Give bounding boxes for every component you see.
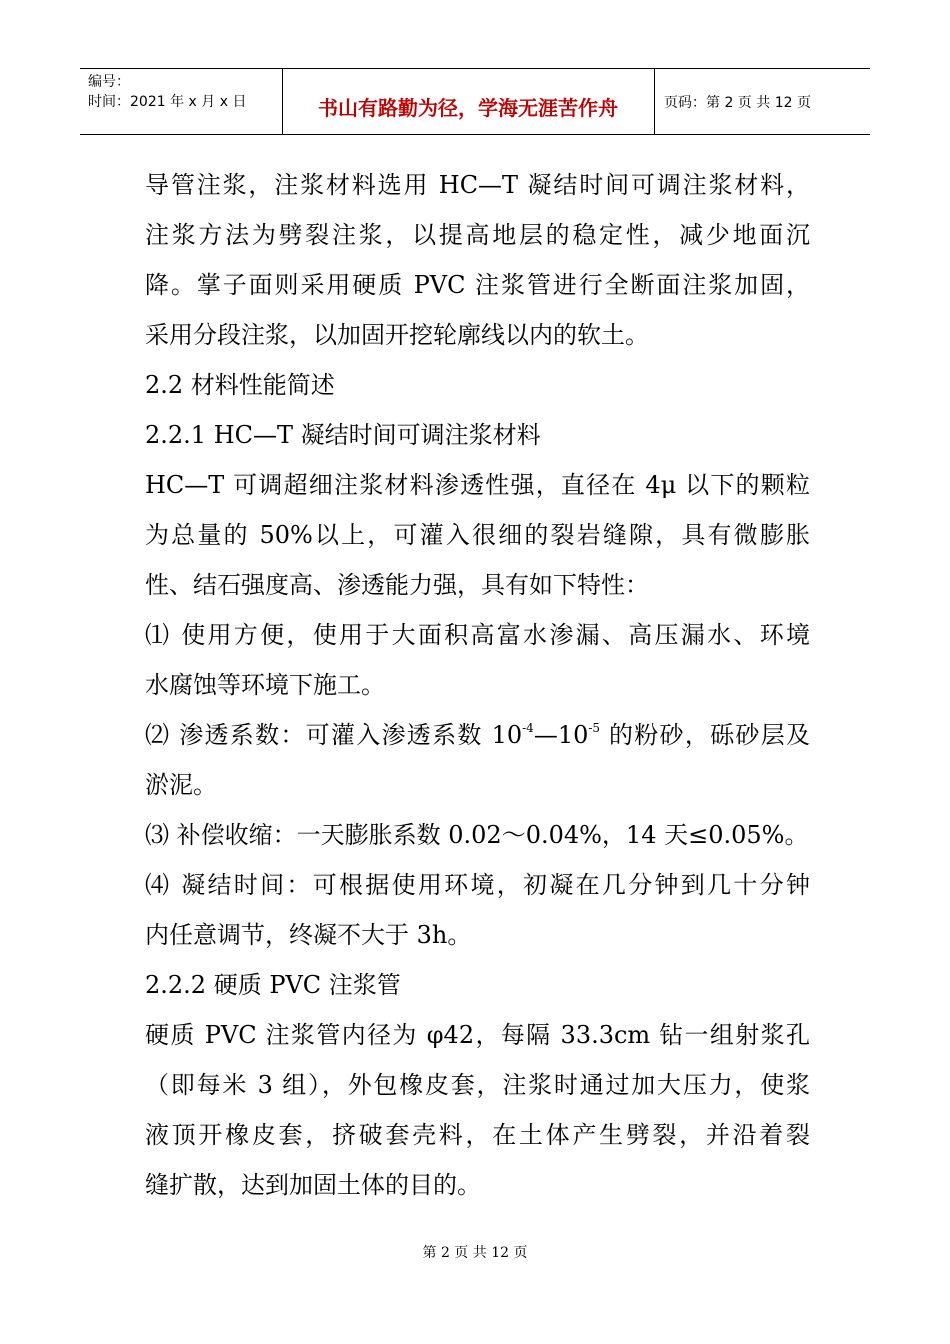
text-line: 导管注浆，注浆材料选用 HC—T 凝结时间可调注浆材料，	[145, 171, 810, 199]
text-line: ⑷ 凝结时间：可根据使用环境，初凝在几分钟到几十分钟	[145, 871, 810, 899]
text-line: 水腐蚀等环境下施工。	[145, 671, 385, 699]
text-line: ⑴ 使用方便，使用于大面积高富水渗漏、高压漏水、环境	[145, 621, 810, 649]
text-line	[145, 710, 810, 760]
time-label: 时间：2021 年 x 月 x 日	[88, 94, 247, 110]
text-line: 2.2.2 硬质 PVC 注浆管	[145, 971, 401, 999]
header-meta	[88, 72, 246, 112]
permeability-prefix: ⑵ 渗透系数：可灌入渗透系数 10	[145, 721, 523, 749]
text-line: 缝扩散，达到加固土体的目的。	[145, 1171, 481, 1199]
header-divider	[654, 68, 655, 135]
text-line: 2.2 材料性能简述	[145, 371, 335, 399]
number-label: 编号：	[88, 74, 130, 90]
text-line: 采用分段注浆，以加固开挖轮廓线以内的软土。	[145, 321, 649, 349]
text-line: ⑶ 补偿收缩：一天膨胀系数 0.02～0.04%，14 天≤0.05%。	[145, 821, 809, 849]
page-footer: 第 2 页 共 12 页	[422, 1245, 528, 1261]
header-motto: 书山有路勤为径，学海无涯苦作舟	[318, 96, 618, 120]
header-top-rule	[80, 68, 870, 69]
text-line: 液顶开橡皮套，挤破套壳料，在土体产生劈裂，并沿着裂	[145, 1121, 810, 1149]
text-line: 淤泥。	[145, 771, 217, 799]
document-header	[80, 68, 870, 136]
text-line: 注浆方法为劈裂注浆，以提高地层的稳定性，减少地面沉	[145, 221, 810, 249]
text-line: 硬质 PVC 注浆管内径为 φ42，每隔 33.3cm 钻一组射浆孔	[145, 1021, 810, 1049]
text-line: 内任意调节，终凝不大于 3h。	[145, 921, 472, 949]
header-bottom-rule	[80, 134, 870, 135]
text-line: 2.2.1 HC—T 凝结时间可调注浆材料	[145, 421, 541, 449]
text-line: 降。掌子面则采用硬质 PVC 注浆管进行全断面注浆加固，	[145, 271, 810, 299]
text-line: HC—T 可调超细注浆材料渗透性强，直径在 4μ 以下的颗粒	[145, 471, 810, 499]
text-line: 性、结石强度高、渗透能力强，具有如下特性：	[145, 571, 649, 599]
permeability-suffix: 的粉砂，砾砂层及	[600, 721, 810, 749]
text-line: 为总量的 50%以上，可灌入很细的裂岩缝隙，具有微膨胀	[145, 521, 810, 549]
header-page-info: 页码：第 2 页 共 12 页	[664, 95, 811, 111]
text-line: （即每米 3 组），外包橡皮套，注浆时通过加大压力，使浆	[145, 1071, 810, 1099]
exponent: -4	[522, 721, 534, 735]
document-body	[145, 160, 810, 1210]
permeability-middle: —10	[533, 721, 589, 749]
exponent: -5	[588, 721, 601, 735]
